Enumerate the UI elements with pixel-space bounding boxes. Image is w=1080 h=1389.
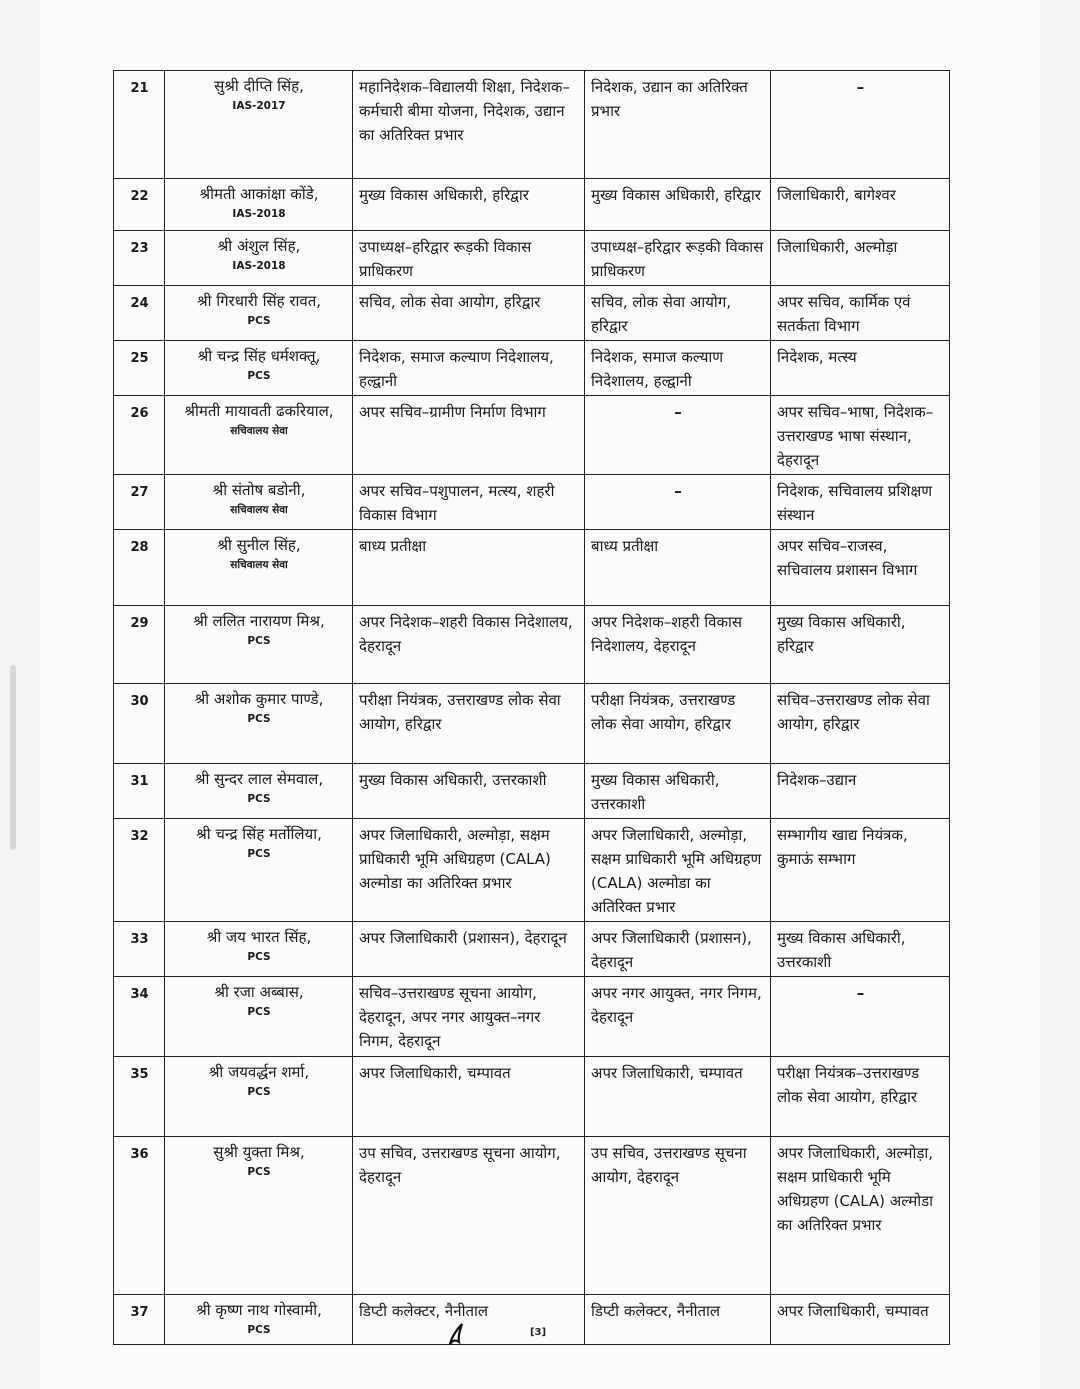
officer-name: श्री गिरधारी सिंह रावत, [196, 292, 322, 310]
table-row [114, 341, 950, 396]
officer-name: श्री अशोक कुमार पाण्डे, [194, 690, 324, 708]
new-post: निदेशक, सचिवालय प्रशिक्षण संस्थान [771, 475, 950, 530]
officer-cell [165, 71, 353, 179]
relieved-from: सचिव, लोक सेवा आयोग, हरिद्वार [585, 286, 771, 341]
officer-service: IAS-2018 [232, 208, 286, 220]
new-post: मुख्य विकास अधिकारी, हरिद्वार [771, 606, 950, 684]
serial-number: 25 [114, 341, 165, 396]
current-post: अपर निदेशक–शहरी विकास निदेशालय, देहरादून [353, 606, 585, 684]
officer-cell [165, 530, 353, 606]
officer-service: PCS [247, 370, 271, 382]
officer-name: सुश्री दीप्ति सिंह, [214, 77, 304, 95]
relieved-from: अपर जिलाधिकारी (प्रशासन), देहरादून [585, 922, 771, 977]
table-row [114, 286, 950, 341]
officer-service: PCS [247, 713, 271, 725]
current-post: परीक्षा नियंत्रक, उत्तराखण्ड लोक सेवा आयोग, हरिद्वार [353, 684, 585, 764]
signature-mark [444, 1318, 474, 1348]
officer-name: श्री ललित नारायण मिश्र, [193, 612, 325, 630]
officer-service: PCS [247, 951, 271, 963]
table-row [114, 396, 950, 475]
officer-service: PCS [247, 793, 271, 805]
transfer-table [113, 70, 950, 1345]
relieved-from: अपर जिलाधिकारी, चम्पावत [585, 1057, 771, 1137]
serial-number: 27 [114, 475, 165, 530]
serial-number: 21 [114, 71, 165, 179]
relieved-from: अपर जिलाधिकारी, अल्मोड़ा, सक्षम प्राधिकारी भूमि अधिग्रहण (CALA) अल्मोडा का अतिरिक्त प्रभार [585, 819, 771, 922]
table-body [114, 71, 950, 1345]
current-post: महानिदेशक–विद्यालयी शिक्षा, निदेशक–कर्मचारी बीमा योजना, निदेशक, उद्यान का अतिरिक्त प्रभार [353, 71, 585, 179]
officer-name: श्री अंशुल सिंह, [217, 237, 301, 255]
officer-name: श्री जय भारत सिंह, [206, 928, 312, 946]
current-post: सचिव, लोक सेवा आयोग, हरिद्वार [353, 286, 585, 341]
serial-number: 34 [114, 977, 165, 1057]
relieved-from: बाध्य प्रतीक्षा [585, 530, 771, 606]
new-post: निदेशक, मत्स्य [771, 341, 950, 396]
officer-service: IAS-2018 [232, 260, 286, 272]
new-post: जिलाधिकारी, बागेश्वर [771, 179, 950, 231]
new-post [771, 71, 950, 179]
serial-number: 32 [114, 819, 165, 922]
officer-name: श्री सुन्दर लाल सेमवाल, [194, 770, 324, 788]
current-post: मुख्य विकास अधिकारी, हरिद्वार [353, 179, 585, 231]
empty-dash: – [856, 984, 865, 1002]
current-post: सचिव–उत्तराखण्ड सूचना आयोग, देहरादून, अपर नगर आयुक्त–नगर निगम, देहरादून [353, 977, 585, 1057]
table-row [114, 977, 950, 1057]
officer-service: PCS [247, 1086, 271, 1098]
serial-number: 37 [114, 1295, 165, 1345]
officer-cell [165, 1137, 353, 1295]
new-post: अपर सचिव–राजस्व, सचिवालय प्रशासन विभाग [771, 530, 950, 606]
serial-number: 26 [114, 396, 165, 475]
officer-service: PCS [247, 848, 271, 860]
officer-name: श्री चन्द्र सिंह धर्मशक्तू, [197, 347, 321, 365]
relieved-from: डिप्टी कलेक्टर, नैनीताल [585, 1295, 771, 1345]
table-row [114, 231, 950, 286]
officer-cell [165, 1057, 353, 1137]
relieved-from: उपाध्यक्ष–हरिद्वार रूड़की विकास प्राधिकरण [585, 231, 771, 286]
serial-number: 29 [114, 606, 165, 684]
current-post: अपर सचिव–पशुपालन, मत्स्य, शहरी विकास विभाग [353, 475, 585, 530]
officer-service: PCS [247, 1166, 271, 1178]
current-post: निदेशक, समाज कल्याण निदेशालय, हल्द्वानी [353, 341, 585, 396]
new-post: निदेशक–उद्यान [771, 764, 950, 819]
table-row [114, 684, 950, 764]
new-post [771, 977, 950, 1057]
relieved-from: निदेशक, समाज कल्याण निदेशालय, हल्द्वानी [585, 341, 771, 396]
table-row [114, 475, 950, 530]
officer-name: श्री सुनील सिंह, [217, 536, 301, 554]
empty-dash: – [674, 482, 682, 500]
table-row [114, 922, 950, 977]
new-post: जिलाधिकारी, अल्मोड़ा [771, 231, 950, 286]
current-post: उप सचिव, उत्तराखण्ड सूचना आयोग, देहरादून [353, 1137, 585, 1295]
new-post: मुख्य विकास अधिकारी, उत्तरकाशी [771, 922, 950, 977]
serial-number: 22 [114, 179, 165, 231]
current-post: उपाध्यक्ष–हरिद्वार रूड़की विकास प्राधिकरण [353, 231, 585, 286]
relieved-from: मुख्य विकास अधिकारी, हरिद्वार [585, 179, 771, 231]
empty-dash: – [674, 403, 682, 421]
table-row [114, 764, 950, 819]
officer-service: PCS [247, 635, 271, 647]
new-post: सचिव–उत्तराखण्ड लोक सेवा आयोग, हरिद्वार [771, 684, 950, 764]
officer-cell [165, 1295, 353, 1345]
officer-service: सचिवालय सेवा [230, 504, 288, 516]
serial-number: 28 [114, 530, 165, 606]
officer-cell [165, 231, 353, 286]
officer-cell [165, 819, 353, 922]
officer-cell [165, 764, 353, 819]
officer-cell [165, 341, 353, 396]
new-post: अपर सचिव–भाषा, निदेशक–उत्तराखण्ड भाषा संस्थान, देहरादून [771, 396, 950, 475]
officer-name: श्री जयवर्द्धन शर्मा, [208, 1063, 310, 1081]
table-row [114, 819, 950, 922]
officer-name: श्री चन्द्र सिंह मर्तोलिया, [196, 825, 322, 843]
officer-cell [165, 977, 353, 1057]
officer-cell [165, 396, 353, 475]
new-post: परीक्षा नियंत्रक–उत्तराखण्ड लोक सेवा आयोग, हरिद्वार [771, 1057, 950, 1137]
officer-name: श्रीमती आकांक्षा कोंडे, [199, 185, 319, 203]
officer-cell [165, 922, 353, 977]
new-post: सम्भागीय खाद्य नियंत्रक, कुमाऊं सम्भाग [771, 819, 950, 922]
relieved-from [585, 396, 771, 475]
relieved-from [585, 475, 771, 530]
officer-name: श्रीमती मायावती ढकरियाल, [184, 402, 334, 420]
officer-cell [165, 475, 353, 530]
table-row [114, 1137, 950, 1295]
officer-name: श्री रजा अब्बास, [214, 983, 304, 1001]
current-post: अपर सचिव–ग्रामीण निर्माण विभाग [353, 396, 585, 475]
officer-cell [165, 179, 353, 231]
scroll-indicator[interactable] [10, 665, 16, 850]
officer-cell [165, 606, 353, 684]
officer-service: PCS [247, 1324, 271, 1336]
officer-service: सचिवालय सेवा [230, 559, 288, 571]
relieved-from: अपर नगर आयुक्त, नगर निगम, देहरादून [585, 977, 771, 1057]
current-post: डिप्टी कलेक्टर, नैनीताल [353, 1295, 585, 1345]
officer-service: PCS [247, 315, 271, 327]
table-row [114, 71, 950, 179]
current-post: अपर जिलाधिकारी, अल्मोड़ा, सक्षम प्राधिकारी भूमि अधिग्रहण (CALA) अल्मोडा का अतिरिक्त प्रभार [353, 819, 585, 922]
relieved-from: अपर निदेशक–शहरी विकास निदेशालय, देहरादून [585, 606, 771, 684]
serial-number: 31 [114, 764, 165, 819]
officer-cell [165, 684, 353, 764]
current-post: बाध्य प्रतीक्षा [353, 530, 585, 606]
serial-number: 36 [114, 1137, 165, 1295]
new-post: अपर जिलाधिकारी, अल्मोड़ा, सक्षम प्राधिकारी भूमि अधिग्रहण (CALA) अल्मोडा का अतिरिक्त प्रभार [771, 1137, 950, 1295]
officer-name: सुश्री युक्ता मिश्र, [213, 1143, 305, 1161]
relieved-from: परीक्षा नियंत्रक, उत्तराखण्ड लोक सेवा आयोग, हरिद्वार [585, 684, 771, 764]
current-post: मुख्य विकास अधिकारी, उत्तरकाशी [353, 764, 585, 819]
officer-service: IAS-2017 [232, 100, 286, 112]
new-post: अपर सचिव, कार्मिक एवं सतर्कता विभाग [771, 286, 950, 341]
relieved-from: मुख्य विकास अधिकारी, उत्तरकाशी [585, 764, 771, 819]
table-row [114, 530, 950, 606]
serial-number: 35 [114, 1057, 165, 1137]
officer-name: श्री संतोष बडोनी, [212, 481, 306, 499]
officer-service: सचिवालय सेवा [230, 425, 288, 437]
officer-cell [165, 286, 353, 341]
officer-name: श्री कृष्ण नाथ गोस्वामी, [196, 1301, 322, 1319]
relieved-from: उप सचिव, उत्तराखण्ड सूचना आयोग, देहरादून [585, 1137, 771, 1295]
current-post: अपर जिलाधिकारी (प्रशासन), देहरादून [353, 922, 585, 977]
relieved-from: निदेशक, उद्यान का अतिरिक्त प्रभार [585, 71, 771, 179]
table-row [114, 179, 950, 231]
page-number: [3] [530, 1327, 547, 1338]
serial-number: 23 [114, 231, 165, 286]
table-row [114, 606, 950, 684]
current-post: अपर जिलाधिकारी, चम्पावत [353, 1057, 585, 1137]
officer-service: PCS [247, 1006, 271, 1018]
table-row [114, 1057, 950, 1137]
new-post: अपर जिलाधिकारी, चम्पावत [771, 1295, 950, 1345]
serial-number: 33 [114, 922, 165, 977]
empty-dash: – [856, 78, 865, 96]
serial-number: 24 [114, 286, 165, 341]
serial-number: 30 [114, 684, 165, 764]
